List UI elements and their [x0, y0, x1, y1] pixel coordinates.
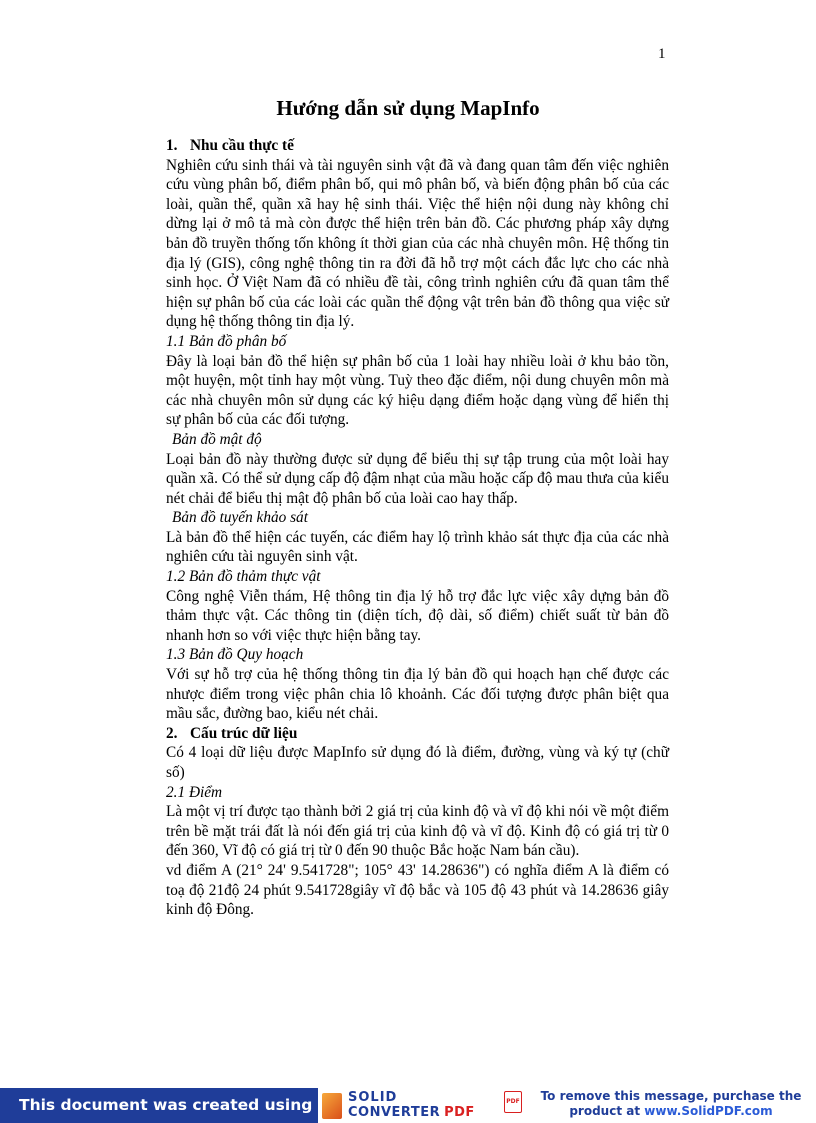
section-title: Cấu trúc dữ liệu [190, 724, 298, 742]
subsection-heading: 1.2 Bản đồ thảm thực vật [166, 568, 321, 586]
paragraph: Là một vị trí được tạo thành bởi 2 giá trị của kinh độ và vĩ độ khi nói về một điểm trên bề mặt trái đất là nói đến giá trị của kinh độ và vĩ độ. Kinh độ có giá trị từ 0 đến 360, Vĩ độ có giá trị từ 0 đến 90 thuộc Bắc hoặc Nam bán cầu). [166, 803, 669, 860]
subsection-heading: Bản đồ tuyến khảo sát [172, 509, 308, 527]
paragraph: Đây là loại bản đồ thể hiện sự phân bố của 1 loài hay nhiều loài ở khu bảo tồn, một huyện, một tỉnh hay một vùng. Tuỳ theo đặc điểm, nội dung chuyên môn mà các nhà chuyên môn sử dụng các ký hiệu dạng điểm hoặc dạng vùng để hiển thị sự phân bố của các đối tượng. [166, 352, 669, 429]
section-title: Nhu cầu thực tế [190, 137, 294, 154]
purchase-prefix: product at [569, 1104, 645, 1118]
section-heading-1 [166, 136, 669, 156]
document-body [166, 136, 669, 920]
logo-pdf-text: PDF [444, 1105, 475, 1120]
logo-word-converter [348, 1105, 475, 1120]
paragraph: Công nghệ Viễn thám, Hệ thông tin địa lý hỗ trợ đắc lực việc xây dựng bản đồ thảm thực vật. Các thông tin (diện tích, độ dài, số điểm) chiết suất từ bản đồ nhanh hơn so với việc thực hiện bằng tay. [166, 587, 669, 644]
section-heading-2 [166, 724, 669, 744]
solid-converter-logo[interactable] [322, 1090, 522, 1121]
solidpdf-link[interactable]: www.SolidPDF.com [644, 1104, 773, 1118]
paragraph: Là bản đồ thể hiện các tuyến, các điểm hay lộ trình khảo sát thực địa của các nhà nghiên cứu tài nguyên sinh vật. [166, 528, 669, 566]
banner-text: This document was created using [0, 1088, 318, 1123]
paragraph: vd điểm A (21° 24' 9.541728"; 105° 43' 14.28636") có nghĩa điểm A là điểm có toạ độ 21độ 24 phút 9.541728giây vĩ độ bắc và 105 độ 43 phút và 14.28636 giây kinh độ Đông. [166, 861, 669, 919]
page-number: 1 [658, 46, 666, 62]
section-number: 2. [166, 724, 178, 742]
purchase-line-1: To remove this message, purchase the [540, 1089, 802, 1103]
paragraph: Với sự hỗ trợ của hệ thống thông tin địa lý bản đồ qui hoạch hạn chế được các nhược điểm trong việc phân chia lô khoảnh. Các đối tượng được phân biệt qua mầu sắc, đường bao, kiểu nét chải. [166, 666, 669, 723]
logo-converter-text: CONVERTER [348, 1105, 441, 1120]
document-title: Hướng dẫn sử dụng MapInfo [276, 96, 540, 120]
watermark-banner[interactable] [0, 1088, 816, 1123]
paragraph: Loại bản đồ này thường được sử dụng để biểu thị sự tập trung của một loài hay quần xã. Có thể sử dụng cấp độ đậm nhạt của mầu hoặc cấp độ mau thưa của kiểu nét chải để biểu thị mật độ phân bố của loài cao hay thấp. [166, 450, 669, 507]
paragraph: Nghiên cứu sinh thái và tài nguyên sinh vật đã và đang quan tâm đến việc nghiên cứu vùng phân bố, điểm phân bố, qui mô phân bố, và biến động phân bố của các loài, quần thể, quần xã hay hệ sinh thái. Việc thể hiện nội dung này không chỉ dừng lại ở mô tả mà còn được thể hiện trên bản đồ. Các phương pháp xây dựng bản đồ truyền thống tốn không ít thời gian của các nhà chuyên môn. Hệ thống tin địa lý (GIS), công nghệ thông tin ra đời đã hỗ trợ một cách đắc lực cho các nhà sinh học. Ở Việt Nam đã có nhiều đề tài, công trình nghiên cứu đã quan tâm thể hiện sự phân bố của các loài các quần thể động vật trên bản đồ thông qua việc sử dụng hệ thống thông tin địa lý. [166, 156, 669, 331]
subsection-heading: 1.3 Bản đồ Quy hoạch [166, 646, 304, 664]
section-number: 1. [166, 137, 178, 154]
pdf-file-icon: PDF [504, 1091, 522, 1113]
subsection-heading: Bản đồ mật độ [172, 430, 262, 448]
purchase-line-2 [528, 1104, 814, 1119]
logo-word-solid: SOLID [348, 1090, 398, 1105]
subsection-heading: 1.1 Bản đồ phân bố [166, 332, 287, 350]
subsection-heading: 2.1 Điểm [166, 783, 223, 801]
purchase-message [528, 1089, 814, 1119]
paragraph: Có 4 loại dữ liệu được MapInfo sử dụng đó là điểm, đường, vùng và ký tự (chữ số) [166, 744, 669, 781]
logo-mark-icon [322, 1093, 342, 1119]
